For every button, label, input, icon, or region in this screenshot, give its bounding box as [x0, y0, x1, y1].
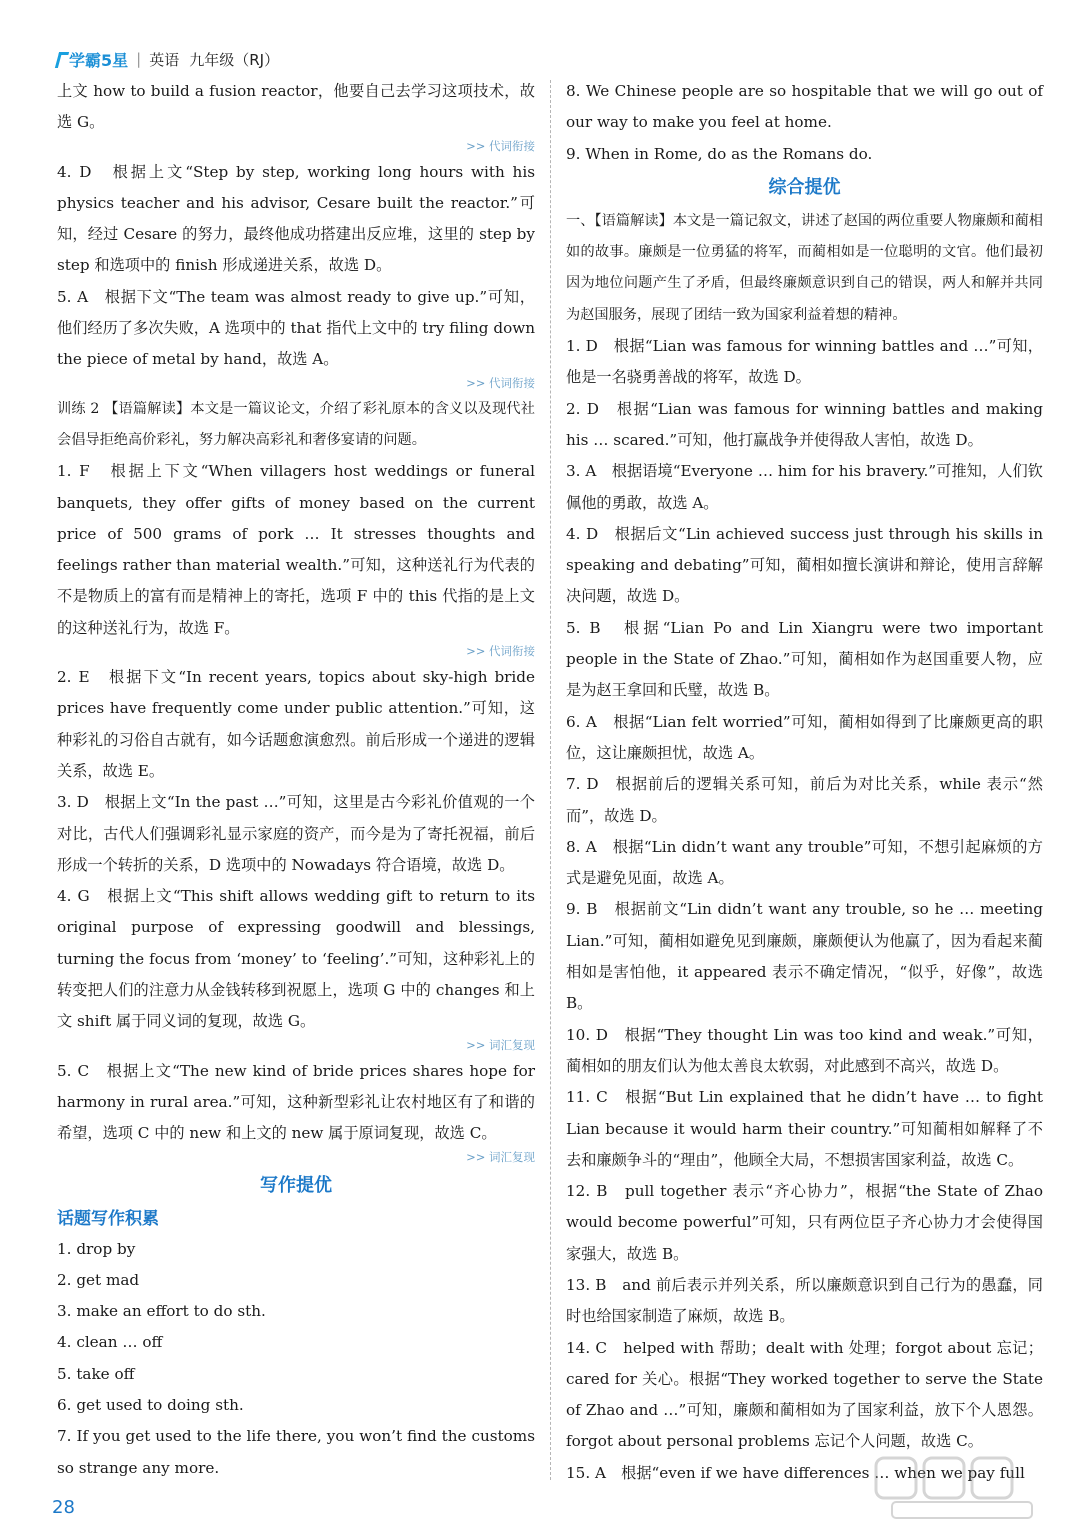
right-column [566, 76, 1043, 1489]
answer-paragraph: 3. A 根据语境“Everyone … him for his bravery.”可推知，人们钦佩他的勇敢，故选 A。 [566, 462, 1043, 512]
cohesion-tag: >> 代词衔接 [466, 644, 535, 659]
answer-paragraph: 8. A 根据“Lin didn’t want any trouble”可知，不想引起麻烦的方式是避免见面，故选 A。 [566, 837, 1043, 888]
brand-logo [55, 48, 128, 71]
answer-paragraph: 5. C 根据上文“The new kind of bride prices shares hope for harmony in rural area.”可知，这种新型彩礼让农村地区有了和谐的希望，选项 C 中的 new 和上文的 new 属于原词复现，故选 C。 [57, 1061, 535, 1143]
passage-intro: 训练 2 【语篇解读】本文是一篇议论文，介绍了彩礼原本的含义以及现代社会倡导拒绝高价彩礼，努力解决高彩礼和奢侈宴请的问题。 [57, 400, 535, 448]
brand-name: 学霸5星 [69, 50, 129, 70]
section-title: 写作提优 [260, 1174, 332, 1196]
answer-paragraph: 7. If you get used to the life there, you won’t find the customs so strange any more. [57, 1427, 535, 1477]
answer-paragraph: 5. B 根据“Lian Po and Lin Xiangru were two important people in the State of Zhao.”可知，蔺相如作为赵国重要人物，应是为赵王拿回和氏璧，故选 B。 [566, 618, 1043, 700]
phrase-item: 2. get mad [57, 1270, 140, 1289]
header-separator: | [136, 50, 142, 68]
answer-paragraph: 10. D 根据“They thought Lin was too kind and weak.”可知，蔺相如的朋友们认为他太善良太软弱，对此感到不高兴，故选 D。 [566, 1025, 1043, 1075]
answer-paragraph: 14. C helped with 帮助；dealt with 处理；forgot about 忘记；cared for 关心。根据“They worked together to serve the State of Zhao and …”可知，廉颇和蔺相如为了国家利益，放下个人恩怨。forgot about personal problems 忘记个人问题，故选 C。 [566, 1338, 1043, 1451]
answer-paragraph: 13. B and 前后表示并列关系，所以廉颇意识到自己行为的愚蠢，同时也给国家制造了麻烦，故选 B。 [566, 1275, 1043, 1326]
answer-paragraph: 上文 how to build a fusion reactor，他要自己去学习这项技术，故选 G。 [57, 82, 535, 132]
watermark-logo [872, 1452, 1042, 1522]
cohesion-tag: >> 词汇复现 [466, 1037, 535, 1052]
left-column [57, 76, 535, 1484]
answer-paragraph: 11. C 根据“But Lin explained that he didn’t have … to fight Lian because it would harm their country.”可知蔺相如解释了不去和廉颇争斗的“理由”，他顾全大局，不想损害国家利益，故选 C。 [566, 1088, 1043, 1169]
cohesion-tag: >> 代词衔接 [466, 138, 535, 153]
phrase-item: 1. drop by [57, 1239, 136, 1258]
answer-paragraph: 8. We Chinese people are so hospitable that we will go out of our way to make you feel at home. [566, 82, 1043, 132]
phrase-item: 4. clean … off [57, 1333, 163, 1352]
answer-paragraph: 15. A 根据“even if we have differences … when we pay full [566, 1463, 1025, 1482]
answer-paragraph: 3. D 根据上文“In the past …”可知，这里是古今彩礼价值观的一个对比，古代人们强调彩礼显示家庭的资产，而今是为了寄托祝福，前后形成一个转折的关系，D 选项中的 Nowadays 符合语境，故选 D。 [57, 793, 535, 874]
answer-paragraph: 9. When in Rome, do as the Romans do. [566, 144, 873, 163]
answer-paragraph: 2. E 根据下文“In recent years, topics about sky-high bride prices have frequently come under public attention.”可知，这种彩礼的习俗自古就有，如今话题愈演愈烈。前后形成一个递进的逻辑关系，故选 E。 [57, 668, 535, 780]
answer-paragraph: 1. D 根据“Lian was famous for winning battles and …”可知，他是一名骁勇善战的将军，故选 D。 [566, 337, 1043, 387]
page-number: 28 [52, 1497, 75, 1518]
cohesion-tag: >> 代词衔接 [466, 375, 535, 390]
answer-paragraph: 4. D 根据上文“Step by step, working long hours with his physics teacher and his advisor, Cesare built the reactor.”可知，经过 Cesare 的努力，最终他成功搭建出反应堆，这里的 step by step 和选项中的 finish 形成递进关系，故选 D。 [57, 162, 535, 275]
phrase-item: 5. take off [57, 1364, 135, 1383]
answer-paragraph: 6. A 根据“Lian felt worried”可知，蔺相如得到了比廉颇更高的职位，这让廉颇担忧，故选 A。 [566, 712, 1043, 762]
column-divider [550, 80, 551, 1480]
header-subject: 英语 [149, 50, 180, 69]
cohesion-tag: >> 词汇复现 [466, 1149, 535, 1164]
passage-intro: 一、【语篇解读】本文是一篇记叙文，讲述了赵国的两位重要人物廉颇和蔺相如的故事。廉颇是一位勇猛的将军，而蔺相如是一位聪明的文官。他们最初因为地位问题产生了矛盾，但最终廉颇意识到自己的错误，两人和解并共同为赵国服务，展现了团结一致为国家利益着想的精神。 [566, 212, 1043, 323]
subsection-title: 话题写作积累 [57, 1208, 159, 1229]
answer-paragraph: 12. B pull together 表示“齐心协力”，根据“the State of Zhao would become powerful”可知，只有两位臣子齐心协力才会使得国家强大，故选 B。 [566, 1182, 1043, 1263]
answer-paragraph: 7. D 根据前后的逻辑关系可知，前后为对比关系，while 表示“然而”，故选 D。 [566, 775, 1043, 825]
page-header [55, 46, 289, 72]
answer-paragraph: 9. B 根据前文“Lin didn’t want any trouble, so he … meeting Lian.”可知，蔺相如避免见到廉颇，廉颇便认为他赢了，因为看起来蔺相如是害怕他，it appeared 表示不确定情况，“似乎，好像”，故选 B。 [566, 900, 1043, 1013]
header-grade: 九年级（RJ） [189, 50, 280, 69]
section-title: 综合提优 [768, 176, 841, 198]
answer-paragraph: 2. D 根据“Lian was famous for winning battles and making his … scared.”可知，他打赢战争并使得敌人害怕，故选 D。 [566, 399, 1043, 449]
phrase-item: 3. make an effort to do sth. [57, 1302, 266, 1321]
answer-paragraph: 4. G 根据上文“This shift allows wedding gift to return to its original purpose of expressing goodwill and blessings, turning the focus from ‘money’ to ‘feeling’.”可知，这种彩礼上的转变把人们的注意力从金钱转移到祝愿上，选项 G 中的 changes 和上文 shift 属于同义词的复现，故选 G。 [57, 887, 535, 1031]
answer-paragraph: 4. D 根据后文“Lin achieved success just through his skills in speaking and debating”可知，蔺相如擅长演讲和辩论，使用言辞解决问题，故选 D。 [566, 524, 1043, 606]
answer-paragraph: 5. A 根据下文“The team was almost ready to give up.”可知，他们经历了多次失败，A 选项中的 that 指代上文中的 try filing down the piece of metal by hand，故选 A。 [57, 287, 535, 369]
phrase-item: 6. get used to doing sth. [57, 1395, 244, 1414]
answer-paragraph: 1. F 根据上下文“When villagers host weddings or funeral banquets, they offer gifts of money based on the current price of 500 grams of pork … It stresses thoughts and feelings rather than material wealth.”可知，这种送礼行为代表的不是物质上的富有而是精神上的寄托，选项 F 中的 this 代指的是上文的这种送礼行为，故选 F。 [57, 462, 535, 637]
brand-logo-icon [55, 51, 67, 67]
